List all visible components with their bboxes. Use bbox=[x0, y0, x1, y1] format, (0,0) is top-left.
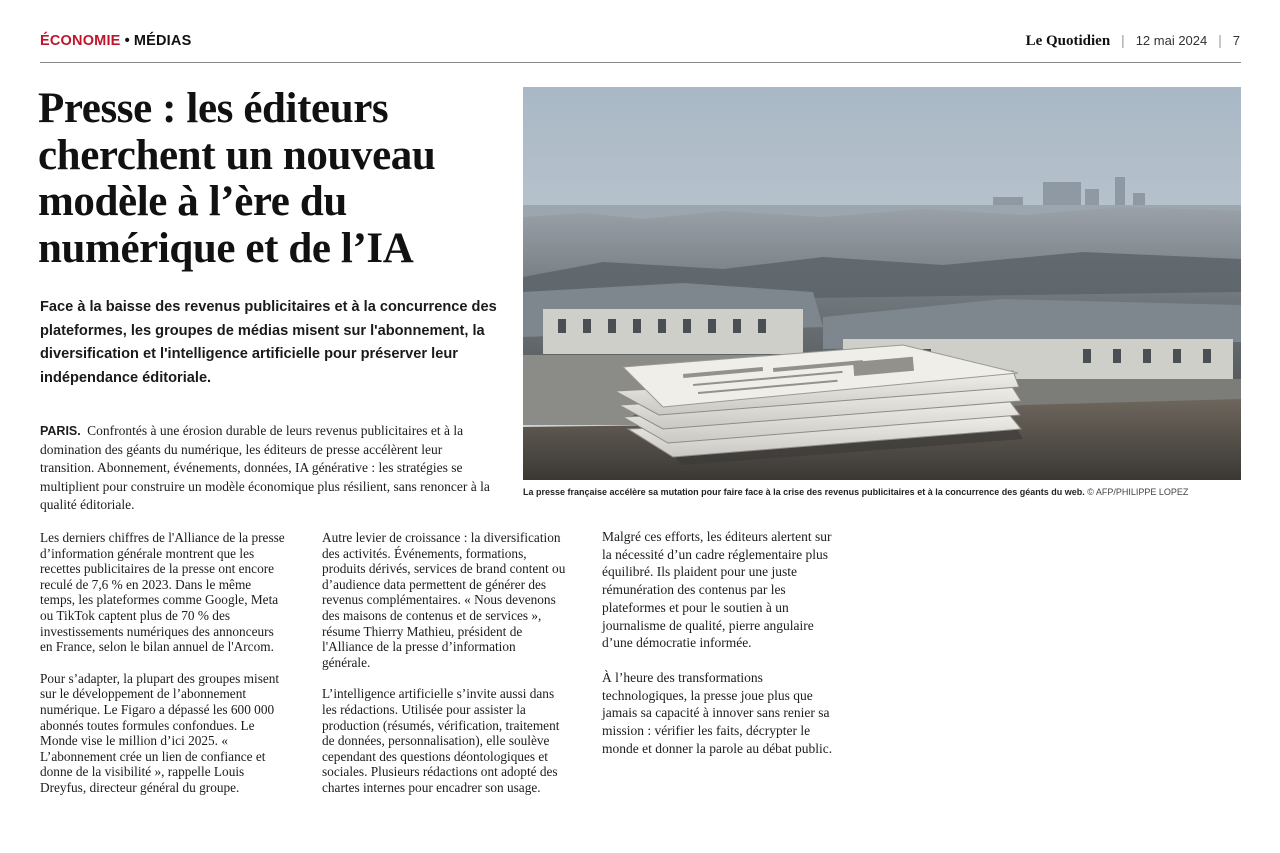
section-rubric bbox=[40, 33, 191, 49]
photo-caption bbox=[523, 486, 1241, 498]
article-lead bbox=[40, 422, 495, 515]
body-paragraph: Les derniers chiffres de l'Alliance de la presse d’information générale montrent que les recettes publicitaires de la presse ont encore reculé de 7,6 % en 2023. Dans le même temps, les plateformes comme Google, Meta ou TikTok captent plus de 70 % des investissements numériques des annonceurs en France, selon le bilan annuel de l'Arcom. bbox=[40, 530, 285, 655]
masthead-divider: | bbox=[1121, 33, 1125, 48]
masthead-divider-2: | bbox=[1218, 33, 1222, 48]
rubric-separator: • bbox=[124, 33, 130, 49]
article-standfirst: Face à la baisse des revenus publicitaires et à la concurrence des plateformes, les groupes de médias misent sur l'abonnement, la diversification et l'intelligence artificielle pour préserver leur indépendance éditoriale. bbox=[40, 299, 497, 386]
issue-date: 12 mai 2024 bbox=[1135, 33, 1208, 48]
body-paragraph: À l’heure des transformations technologiques, la presse joue plus que jamais sa capacité à innover sans renier sa mission : vérifier les faits, décrypter le monde et donner la parole au débat public. bbox=[602, 669, 833, 756]
caption-text: La presse française accélère sa mutation pour faire face à la crise des revenus publicitaires et à la concurrence des géants du web. bbox=[523, 487, 1085, 497]
newspaper-name: Le Quotidien bbox=[1025, 33, 1111, 49]
body-paragraph: Pour s’adapter, la plupart des groupes misent sur le développement de l’abonnement numérique. Le Figaro a dépassé les 600 000 abonnés toutes formules confondues. Le Monde vise le million d’ici 2025. « L’abonnement crée un lien de confiance et donne de la visibilité », rappelle Louis Dreyfus, directeur général du groupe. bbox=[40, 670, 280, 795]
body-paragraph: Malgré ces efforts, les éditeurs alertent sur la nécessité d’un cadre réglementaire plus équilibré. Ils plaident pour une juste rémunération des contenus par les plateformes et pour le soutien à un journalisme de qualité, pierre angulaire d’une démocratie informée. bbox=[602, 529, 832, 651]
paris-rooftops-newspapers-image bbox=[523, 87, 1241, 480]
section-label: ÉCONOMIE bbox=[40, 33, 121, 49]
subsection-label: MÉDIAS bbox=[133, 33, 192, 49]
photo-credit: © AFP/PHILIPPE LOPEZ bbox=[1087, 487, 1189, 497]
body-paragraph: Autre levier de croissance : la diversification des activités. Événements, formations, produits dérivés, services de brand content ou d’audience data permettent de générer des revenus complémentaires. « Nous devenons des maisons de contenus et de services », résume Thierry Mathieu, président de l'Alliance de la presse d’information générale. bbox=[322, 530, 566, 670]
dateline: PARIS. bbox=[40, 424, 81, 438]
masthead bbox=[1026, 33, 1240, 50]
page-number: 7 bbox=[1232, 33, 1240, 48]
body-paragraph: L’intelligence artificielle s’invite aussi dans les rédactions. Utilisée pour assister la production (résumés, vérification, traitement de données, personnalisation), elle soulève cependant des questions déontologiques et sociales. Plusieurs rédactions ont adopté des chartes internes pour encadrer son usage. bbox=[322, 686, 560, 795]
body-column-3 bbox=[602, 528, 842, 757]
body-column-1 bbox=[40, 530, 285, 796]
header-rule bbox=[40, 62, 1241, 63]
lead-text: Confrontés à une érosion durable de leurs revenus publicitaires et à la domination des géants du numérique, les éditeurs de presse accélèrent leur transition. Abonnement, événements, données, IA générative : les stratégies se multiplient pour construire un modèle économique plus résilient, sans renoncer à la qualité éditoriale. bbox=[40, 423, 490, 512]
body-column-2 bbox=[322, 530, 567, 796]
article-headline: Presse : les éditeurs cherchent un nouveau modèle à l’ère du numérique et de l’IA bbox=[38, 85, 436, 272]
article-photo bbox=[523, 87, 1241, 480]
